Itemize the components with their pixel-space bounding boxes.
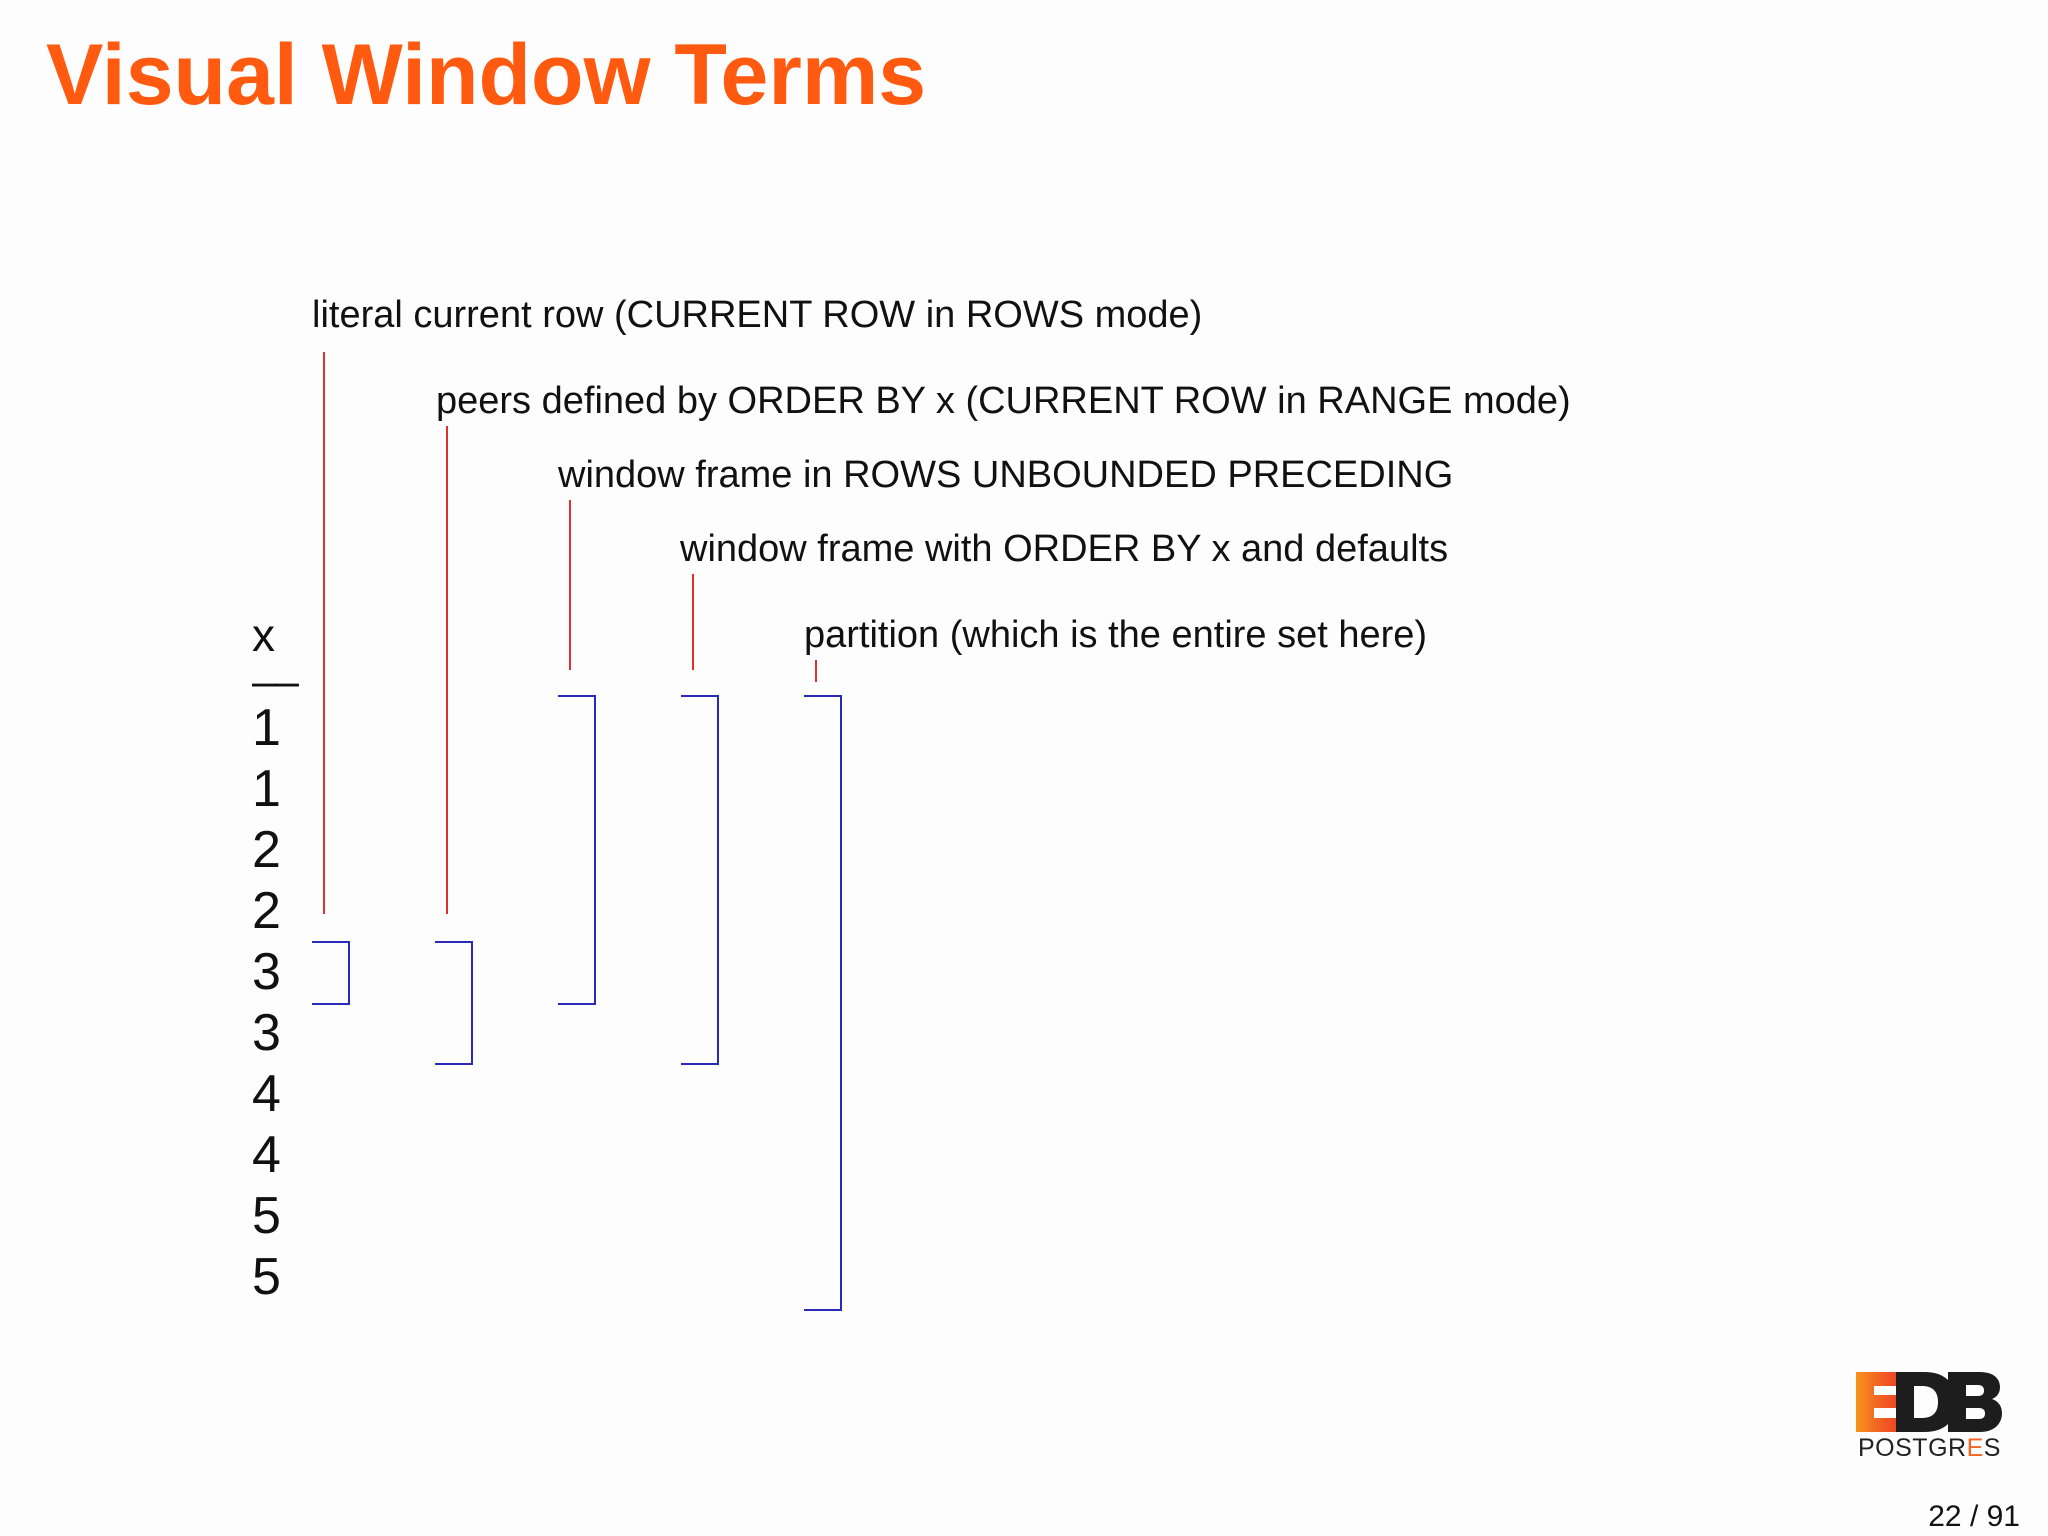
value-row: 4 xyxy=(252,1126,281,1184)
edb-postgres-logo xyxy=(1852,1368,2004,1468)
bracket-partition xyxy=(804,696,841,1310)
bracket-literal-current-row xyxy=(312,942,349,1004)
value-row: 2 xyxy=(252,882,281,940)
logo-wordmark-end: S xyxy=(1983,1434,2001,1462)
logo-wordmark-start: POSTGR xyxy=(1858,1434,1967,1462)
value-row: 4 xyxy=(252,1065,281,1123)
column-underline: –– xyxy=(252,657,297,706)
slide-title: Visual Window Terms xyxy=(46,27,927,123)
label-partition: partition (which is the entire set here) xyxy=(804,614,1428,656)
value-row: 1 xyxy=(252,760,281,818)
label-peers: peers defined by ORDER BY x (CURRENT ROW in RANGE mode) xyxy=(436,380,1571,422)
label-rows-unbounded: window frame in ROWS UNBOUNDED PRECEDING xyxy=(558,454,1454,496)
value-row: 1 xyxy=(252,699,281,757)
value-row: 5 xyxy=(252,1248,281,1306)
logo-wordmark xyxy=(1858,1434,2001,1463)
column-header: x xyxy=(252,609,275,661)
label-literal-current-row: literal current row (CURRENT ROW in ROWS mode) xyxy=(312,294,1203,336)
page-number: 22 / 91 xyxy=(1928,1500,2020,1533)
page-total: 91 xyxy=(1986,1500,2020,1533)
bracket-order-by-defaults xyxy=(681,696,718,1064)
page-current: 22 xyxy=(1928,1500,1962,1533)
logo-wordmark-accent: E xyxy=(1966,1434,1984,1462)
value-row: 5 xyxy=(252,1187,281,1245)
logo-letter-b xyxy=(1948,1372,2002,1432)
bracket-peers xyxy=(435,942,472,1064)
value-row: 3 xyxy=(252,1004,281,1062)
label-order-by-defaults: window frame with ORDER BY x and defaults xyxy=(680,528,1449,570)
value-row: 2 xyxy=(252,821,281,879)
logo-letter-d xyxy=(1896,1372,1956,1432)
bracket-rows-unbounded xyxy=(558,696,595,1004)
value-row: 3 xyxy=(252,943,281,1001)
edb-logo-mark xyxy=(1852,1368,2004,1434)
